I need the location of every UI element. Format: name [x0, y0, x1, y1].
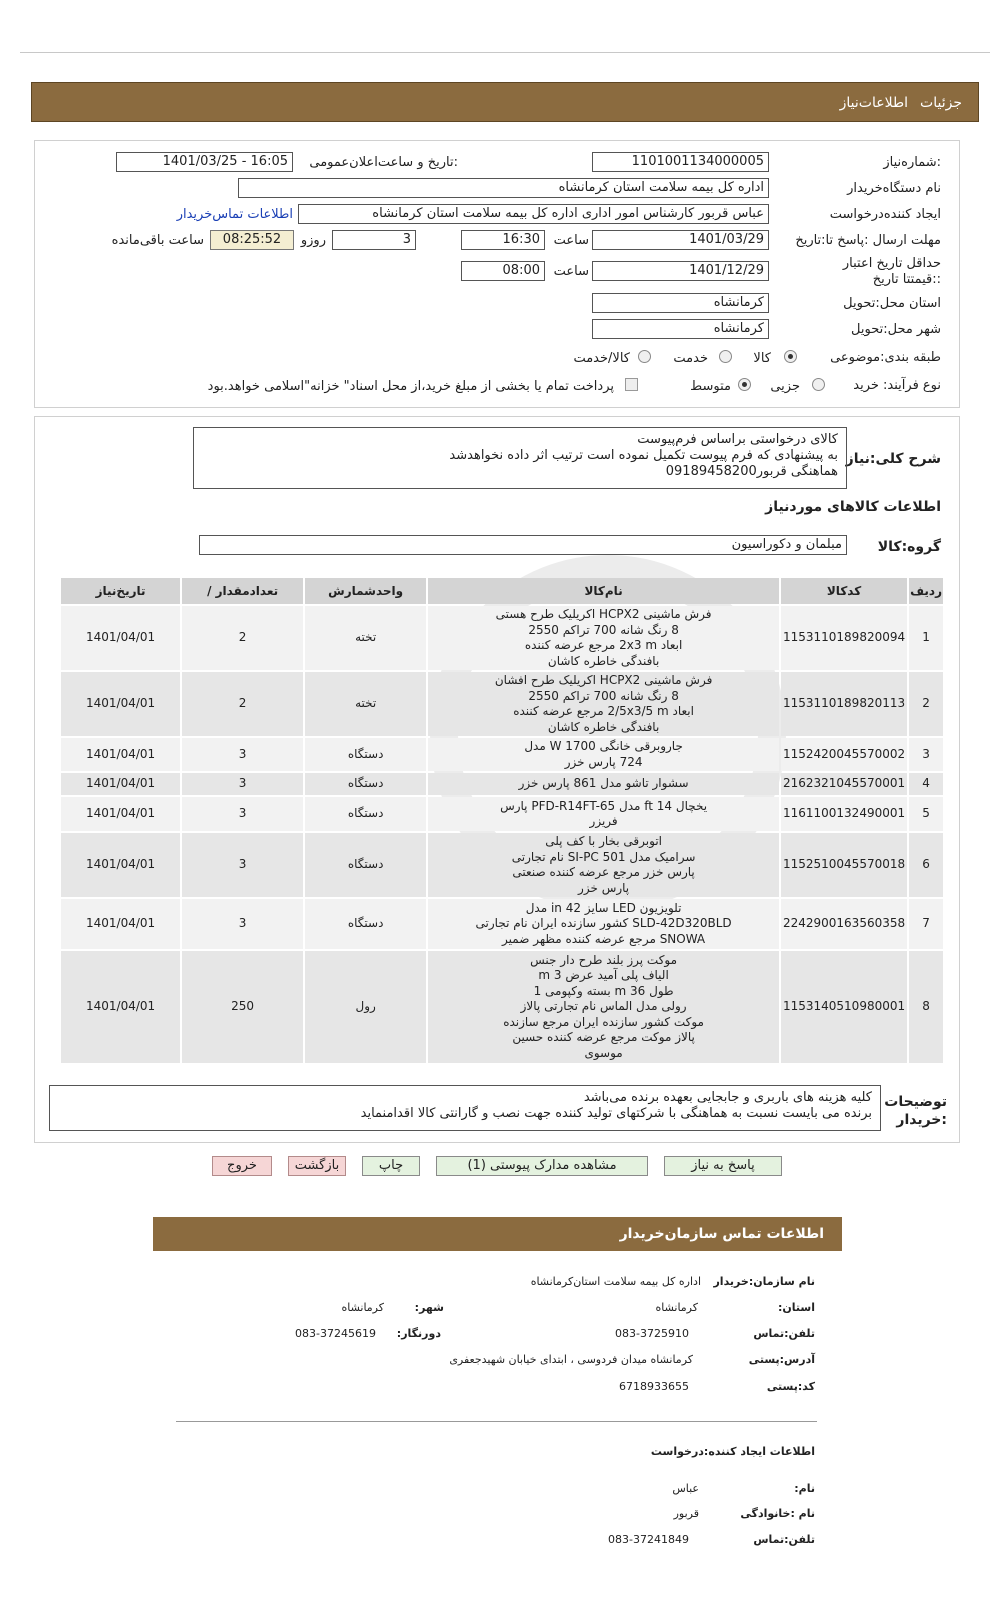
- contact-header: [153, 1217, 842, 1251]
- province-label: استان محل:تحویل: [843, 296, 941, 311]
- table-row: [61, 738, 943, 771]
- table-row: [61, 606, 943, 670]
- cell-need-date: 1401/04/01: [61, 833, 180, 897]
- table-row: [61, 951, 943, 1063]
- days-label: روزو: [300, 233, 326, 248]
- process-label: نوع فرآیند: خرید: [853, 378, 941, 393]
- view-attachments-button[interactable]: مشاهده مدارک پیوستی (1): [436, 1156, 648, 1176]
- cell-item-name: سشوار تاشو مدل 861 پارس خزر: [428, 773, 779, 795]
- cell-item-name: تلویزیون LED سایز 42 in مدل SLD-42D320BLD کشور سازنده ایران نام تجارتی SNOWA مرجع عرضه کننده مظهر ضمیر: [428, 899, 779, 949]
- category-service-radio[interactable]: [719, 350, 732, 363]
- creator-phone-value: 083-37241849: [608, 1533, 689, 1546]
- cell-item-code: 1152420045570002: [781, 738, 907, 771]
- table-row: [61, 672, 943, 736]
- name-value: عباس: [672, 1482, 699, 1495]
- city-field: کرمانشاه: [592, 319, 769, 339]
- city-contact-label: :شهر: [414, 1301, 444, 1314]
- goods-table: [59, 576, 945, 1065]
- buyer-notes-label: توضیحات :خریدار: [884, 1094, 947, 1128]
- cell-row-number: 5: [909, 797, 943, 831]
- cell-row-number: 7: [909, 899, 943, 949]
- cell-need-date: 1401/04/01: [61, 738, 180, 771]
- remaining-time-field: 08:25:52: [210, 230, 294, 250]
- remaining-label: ساعت باقی‌مانده: [111, 233, 204, 248]
- process-medium-label: متوسط: [690, 379, 731, 394]
- fax-label: :دورنگار: [396, 1327, 441, 1340]
- cell-item-code: 1153140510980001: [781, 951, 907, 1063]
- tab-details[interactable]: جزئیات: [920, 95, 962, 111]
- cell-item-code: 2242900163560358: [781, 899, 907, 949]
- cell-row-number: 4: [909, 773, 943, 795]
- col-code: کدکالا: [781, 578, 907, 604]
- creator-label: ایجاد کننده‌درخواست: [829, 207, 941, 222]
- deadline-date-field: 1401/03/29: [592, 230, 769, 250]
- cell-row-number: 3: [909, 738, 943, 771]
- table-row: [61, 773, 943, 795]
- postal-label: کد:پستی: [766, 1380, 815, 1393]
- col-date: تاریخ‌نیاز: [61, 578, 180, 604]
- goods-group-field: مبلمان و دکوراسیون: [199, 535, 847, 555]
- cell-unit: دستگاه: [305, 833, 426, 897]
- goods-table-wrap: [59, 576, 945, 1065]
- address-label: آدرس:پستی: [748, 1353, 815, 1366]
- category-service-label: خدمت: [673, 351, 708, 366]
- province-contact-label: :استان: [777, 1301, 815, 1314]
- days-field: 3: [332, 230, 416, 250]
- announce-field: 1401/03/25 - 16:05: [116, 152, 293, 172]
- cell-item-code: 2162321045570001: [781, 773, 907, 795]
- details-header: [31, 82, 979, 122]
- cell-quantity: 3: [182, 899, 303, 949]
- phone-label: تلفن:تماس: [753, 1327, 815, 1340]
- goods-section-title: اطلاعات کالاهای موردنیاز: [765, 499, 941, 515]
- cell-row-number: 1: [909, 606, 943, 670]
- category-goods-radio[interactable]: [784, 350, 797, 363]
- print-button[interactable]: چاپ: [362, 1156, 420, 1176]
- buyer-label: نام دستگاه‌خریدار: [847, 181, 941, 196]
- cell-quantity: 3: [182, 773, 303, 795]
- back-button[interactable]: بازگشت: [288, 1156, 346, 1176]
- cell-item-code: 1152510045570018: [781, 833, 907, 897]
- process-medium-radio[interactable]: [738, 378, 751, 391]
- buyer-contact-link[interactable]: اطلاعات تماس‌خریدار: [176, 207, 293, 222]
- treasury-payment-checkbox[interactable]: [625, 378, 638, 391]
- cell-need-date: 1401/04/01: [61, 672, 180, 736]
- city-contact-value: کرمانشاه: [341, 1301, 384, 1314]
- province-field: کرمانشاه: [592, 293, 769, 313]
- table-row: [61, 833, 943, 897]
- family-value: قربور: [673, 1507, 699, 1520]
- validity-time-field: 08:00: [461, 261, 545, 281]
- cell-need-date: 1401/04/01: [61, 951, 180, 1063]
- table-row: [61, 899, 943, 949]
- cell-unit: دستگاه: [305, 797, 426, 831]
- goods-group-label: گروه:کالا: [877, 539, 941, 555]
- cell-unit: دستگاه: [305, 738, 426, 771]
- phone-value: 083-3725910: [615, 1327, 689, 1340]
- cell-need-date: 1401/04/01: [61, 606, 180, 670]
- cell-quantity: 3: [182, 833, 303, 897]
- buyer-notes-line-1: کلیه هزینه های باربری و جابجایی بعهده برنده می‌باشد: [583, 1090, 872, 1105]
- validity-label: حداقل تاریخ اعتبار :قیمتتا تاریخ:: [842, 256, 941, 287]
- address-value: کرمانشاه میدان فردوسی ، ابتدای خیابان شهیدجعفری: [449, 1353, 693, 1366]
- deadline-time-field: 16:30: [461, 230, 545, 250]
- contact-title: اطلاعات تماس سازمان‌خریدار: [619, 1226, 824, 1242]
- postal-value: 6718933655: [619, 1380, 689, 1393]
- cell-item-name: فرش ماشینی HCPX2 اکریلیک طرح هستی 8 رنگ شانه 700 تراکم 2550 ابعاد 2x3 m مرجع عرضه کننده بافندگی خاطره کاشان: [428, 606, 779, 670]
- cell-item-name: جاروبرقی خانگی 1700 W مدل 724 پارس خزر: [428, 738, 779, 771]
- table-row: [61, 797, 943, 831]
- summary-line-1: کالای درخواستی براساس فرم‌پیوست: [637, 432, 838, 447]
- cell-item-name: موکت پرز بلند طرح دار جنس الیاف پلی آمید عرض 3 m طول 36 m بسته وکپومی 1 رولی مدل الماس نام تجارتی پالاز موکت کشور سازنده ایران مرجع سازنده پالاز موکت مرجع عرضه کننده حسین موسوی: [428, 951, 779, 1063]
- cell-unit: دستگاه: [305, 899, 426, 949]
- reply-button[interactable]: پاسخ به نیاز: [664, 1156, 782, 1176]
- org-label: نام سازمان:خریدار: [713, 1275, 815, 1288]
- col-row: ردیف: [909, 578, 943, 604]
- creator-field: عباس قربور کارشناس امور اداری اداره کل بیمه سلامت استان کرمانشاه: [298, 204, 769, 224]
- summary-box: [193, 427, 847, 489]
- cell-quantity: 2: [182, 672, 303, 736]
- cell-quantity: 2: [182, 606, 303, 670]
- cell-unit: رول: [305, 951, 426, 1063]
- cell-item-name: اتوبرقی بخار با کف پلی سرامیک مدل SI-PC 501 نام تجارتی پارس خزر مرجع عرضه کننده صنعتی پارس خزر: [428, 833, 779, 897]
- cell-item-code: 1153110189820094: [781, 606, 907, 670]
- city-label: شهر محل:تحویل: [851, 322, 941, 337]
- top-divider: [20, 52, 990, 53]
- family-label: نام :خانوادگی: [740, 1507, 815, 1520]
- cell-quantity: 250: [182, 951, 303, 1063]
- announce-label: تاریخ و ساعت‌اعلان‌عمومی:: [309, 155, 458, 170]
- cell-item-name: فرش ماشینی HCPX2 اکریلیک طرح افشان 8 رنگ شانه 700 تراکم 2550 ابعاد 2/5x3/5 m مرجع عرضه کننده بافندگی خاطره کاشان: [428, 672, 779, 736]
- col-unit: واحدشمارش: [305, 578, 426, 604]
- need-number-field: 1101001134000005: [592, 152, 769, 172]
- summary-line-3: هماهنگی قربور09189458200: [665, 464, 838, 479]
- process-minor-label: جزیی: [770, 379, 800, 394]
- cell-item-code: 1161100132490001: [781, 797, 907, 831]
- col-name: نام‌کالا: [428, 578, 779, 604]
- category-goods-label: کالا: [753, 351, 771, 366]
- buyer-notes-box: [49, 1085, 881, 1131]
- cell-row-number: 2: [909, 672, 943, 736]
- cell-quantity: 3: [182, 797, 303, 831]
- tab-need-info[interactable]: اطلاعات‌نیاز: [839, 95, 908, 111]
- category-label: طبقه بندی:موضوعی: [830, 350, 941, 365]
- creator-phone-label: تلفن:تماس: [753, 1533, 815, 1546]
- creator-info-title: اطلاعات ایجاد کننده:درخواست: [650, 1445, 815, 1458]
- cell-quantity: 3: [182, 738, 303, 771]
- treasury-payment-note: پرداخت تمام یا بخشی از مبلغ خرید،از محل اسناد" خزانه"اسلامی خواهد.بود: [207, 379, 614, 394]
- cell-item-code: 1153110189820113: [781, 672, 907, 736]
- validity-time-label: ساعت: [553, 264, 589, 279]
- deadline-time-label: ساعت: [553, 233, 589, 248]
- summary-line-2: به پیشنهادی که فرم پیوست تکمیل نموده است ترتیب اثر داده نخواهدشد: [449, 448, 838, 463]
- contact-divider: [176, 1421, 817, 1422]
- need-number-label: شماره‌نیاز:: [883, 155, 941, 170]
- cell-item-name: یخچال 14 ft مدل PFD-R14FT-65 پارس فریزر: [428, 797, 779, 831]
- cell-unit: دستگاه: [305, 773, 426, 795]
- cell-need-date: 1401/04/01: [61, 773, 180, 795]
- deadline-label: مهلت ارسال :پاسخ تا:تاریخ: [795, 233, 941, 248]
- exit-button[interactable]: خروج: [212, 1156, 272, 1176]
- cell-row-number: 6: [909, 833, 943, 897]
- col-qty: تعدادمقدار /: [182, 578, 303, 604]
- fax-value: 083-37245619: [295, 1327, 376, 1340]
- province-contact-value: کرمانشاه: [655, 1301, 698, 1314]
- buyer-notes-line-2: برنده می بایست نسبت به هماهنگی با شرکتهای تولید کننده جهت نصب و گارانتی کالا اقدامنماید: [360, 1106, 872, 1121]
- category-both-radio[interactable]: [638, 350, 651, 363]
- validity-date-field: 1401/12/29: [592, 261, 769, 281]
- cell-unit: تخته: [305, 672, 426, 736]
- cell-row-number: 8: [909, 951, 943, 1063]
- summary-label: شرح کلی:نیاز: [845, 451, 941, 467]
- cell-need-date: 1401/04/01: [61, 797, 180, 831]
- process-minor-radio[interactable]: [812, 378, 825, 391]
- goods-table-header: [61, 578, 943, 604]
- cell-unit: تخته: [305, 606, 426, 670]
- category-both-label: کالا/خدمت: [573, 351, 630, 366]
- org-value: اداره کل بیمه سلامت استان‌کرمانشاه: [530, 1275, 701, 1288]
- buyer-field: اداره کل بیمه سلامت استان کرمانشاه: [238, 178, 769, 198]
- name-label: :نام: [794, 1482, 815, 1495]
- cell-need-date: 1401/04/01: [61, 899, 180, 949]
